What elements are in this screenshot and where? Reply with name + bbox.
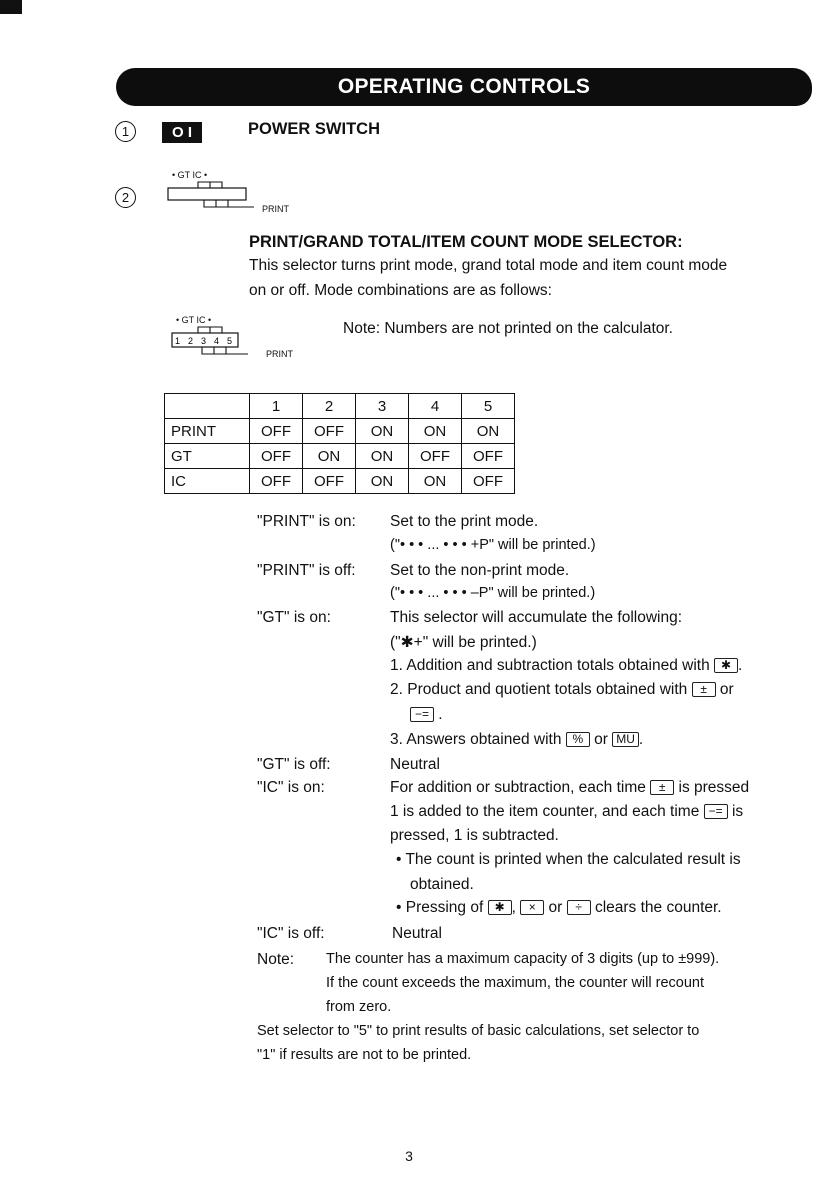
table-row xyxy=(165,419,515,444)
diagram-note: Note: Numbers are not printed on the calculator. xyxy=(343,320,673,337)
ic-line-3: pressed, 1 is subtracted. xyxy=(390,827,559,844)
table-header-cell: 4 xyxy=(409,394,462,419)
table-cell: ON xyxy=(462,419,515,444)
ic-line-1b: is pressed xyxy=(678,779,750,796)
note-line-1: The counter has a maximum capacity of 3 digits (up to ±999). xyxy=(326,951,720,967)
print-on-label: "PRINT" is on: xyxy=(257,513,356,530)
table-cell: OFF xyxy=(462,444,515,469)
gt-on-label: "GT" is on: xyxy=(257,609,331,626)
note-label: Note: xyxy=(257,951,295,968)
table-cell: ON xyxy=(409,469,462,494)
table-cell: ON xyxy=(303,444,356,469)
gt-item-2-text: 2. Product and quotient totals obtained with xyxy=(390,681,688,698)
page-number: 3 xyxy=(405,1148,413,1164)
gt-off-label: "GT" is off: xyxy=(257,756,331,773)
percent-key-icon: % xyxy=(566,732,590,747)
gt-item-1-text: 1. Addition and subtraction totals obtained with xyxy=(390,657,710,674)
table-row xyxy=(165,469,515,494)
gt-on-sub: ("✱+" will be printed.) xyxy=(390,634,537,651)
note-line-3: from zero. xyxy=(326,999,392,1015)
table-cell: OFF xyxy=(250,469,303,494)
note-line-2: If the count exceeds the maximum, the counter will recount xyxy=(326,975,704,991)
svg-text:5: 5 xyxy=(227,336,233,346)
gt-item-2-cont: −= . xyxy=(410,706,443,724)
item-number-2: 2 xyxy=(115,187,136,208)
table-cell: OFF xyxy=(303,469,356,494)
selector-diagram-shape xyxy=(162,180,262,216)
ic-bullet-2a: • Pressing of xyxy=(396,899,484,916)
table-cell: ON xyxy=(356,419,409,444)
print-off-text: Set to the non-print mode. xyxy=(390,562,570,579)
ic-line-2b: is xyxy=(731,803,744,820)
selector-desc-2: on or off. Mode combinations are as follows: xyxy=(249,282,552,299)
plus-minus-key-icon: ± xyxy=(692,682,716,697)
svg-text:2: 2 xyxy=(188,336,194,346)
minus-equals-key-icon: −= xyxy=(704,804,728,819)
ic-bullet-1b: obtained. xyxy=(410,876,474,893)
power-switch-title: POWER SWITCH xyxy=(248,120,380,138)
row-label: IC xyxy=(165,469,250,494)
banner-title: OPERATING CONTROLS xyxy=(337,75,591,98)
selector-diagram-top: • GT IC • xyxy=(172,170,208,180)
ic-off-text: Neutral xyxy=(392,925,442,942)
ic-line-2 xyxy=(390,803,743,821)
ic-line-2a: 1 is added to the item counter, and each time xyxy=(390,803,700,820)
item-number-1: 1 xyxy=(115,121,136,142)
table-cell: OFF xyxy=(250,419,303,444)
numbered-diagram-label: PRINT xyxy=(266,349,293,359)
gt-item-2-or: or xyxy=(719,681,734,698)
star-key-icon: ✱ xyxy=(714,658,738,673)
gt-item-2 xyxy=(390,681,734,699)
gt-off-text: Neutral xyxy=(390,756,440,773)
table-cell: ON xyxy=(356,444,409,469)
ic-line-1a: For addition or subtraction, each time xyxy=(390,779,646,796)
star-key-icon: ✱ xyxy=(488,900,512,915)
ic-bullet-2 xyxy=(396,899,722,917)
section-banner xyxy=(116,68,812,106)
table-header-row xyxy=(165,394,515,419)
ic-bullet-2-comma: , xyxy=(511,899,516,916)
table-cell: OFF xyxy=(409,444,462,469)
gt-on-text: This selector will accumulate the following: xyxy=(390,609,683,626)
ic-off-label: "IC" is off: xyxy=(257,925,325,942)
table-cell: OFF xyxy=(250,444,303,469)
table-header-cell: 1 xyxy=(250,394,303,419)
table-header-cell: 5 xyxy=(462,394,515,419)
numbered-diagram-top: • GT IC • xyxy=(176,315,212,325)
ic-bullet-2b: clears the counter. xyxy=(594,899,722,916)
selector-diagram-label: PRINT xyxy=(262,204,289,214)
ic-on-label: "IC" is on: xyxy=(257,779,325,796)
gt-item-3-or: or xyxy=(594,731,608,748)
ic-bullet-2-or: or xyxy=(548,899,563,916)
selector-desc-1: This selector turns print mode, grand total mode and item count mode xyxy=(249,257,728,274)
divide-key-icon: ÷ xyxy=(567,900,591,915)
svg-text:1: 1 xyxy=(175,336,181,346)
table-cell: ON xyxy=(356,469,409,494)
numbered-diagram-shape xyxy=(170,325,250,359)
table-header-cell xyxy=(165,394,250,419)
print-off-sub: ("• • • ... • • • –P" will be printed.) xyxy=(390,585,596,601)
print-off-label: "PRINT" is off: xyxy=(257,562,356,579)
gt-item-3-text: 3. Answers obtained with xyxy=(390,731,562,748)
table-cell: ON xyxy=(409,419,462,444)
print-on-sub: ("• • • ... • • • +P" will be printed.) xyxy=(390,537,596,553)
mu-key-icon: MU xyxy=(612,732,639,747)
table-header-cell: 3 xyxy=(356,394,409,419)
print-on-text: Set to the print mode. xyxy=(390,513,539,530)
ic-line-1 xyxy=(390,779,749,797)
table-cell: OFF xyxy=(303,419,356,444)
power-switch-icon: O I xyxy=(162,122,202,143)
selector-title: PRINT/GRAND TOTAL/ITEM COUNT MODE SELECTOR: xyxy=(249,233,683,251)
svg-text:4: 4 xyxy=(214,336,220,346)
table-header-cell: 2 xyxy=(303,394,356,419)
minus-equals-key-icon: −= xyxy=(410,707,434,722)
gt-item-3: 3. Answers obtained with % or MU . xyxy=(390,731,644,748)
gt-item-1: 1. Addition and subtraction totals obtained with ✱ . xyxy=(390,657,743,674)
final-line-1: Set selector to "5" to print results of basic calculations, set selector to xyxy=(257,1023,700,1039)
svg-text:3: 3 xyxy=(201,336,207,346)
ic-bullet-1a: • The count is printed when the calculated result is xyxy=(396,851,741,868)
plus-minus-key-icon: ± xyxy=(650,780,674,795)
table-row xyxy=(165,444,515,469)
table-cell: OFF xyxy=(462,469,515,494)
mode-table xyxy=(164,393,515,494)
corner-mark xyxy=(0,0,22,14)
times-key-icon: × xyxy=(520,900,544,915)
row-label: GT xyxy=(165,444,250,469)
final-line-2: "1" if results are not to be printed. xyxy=(257,1047,472,1063)
row-label: PRINT xyxy=(165,419,250,444)
